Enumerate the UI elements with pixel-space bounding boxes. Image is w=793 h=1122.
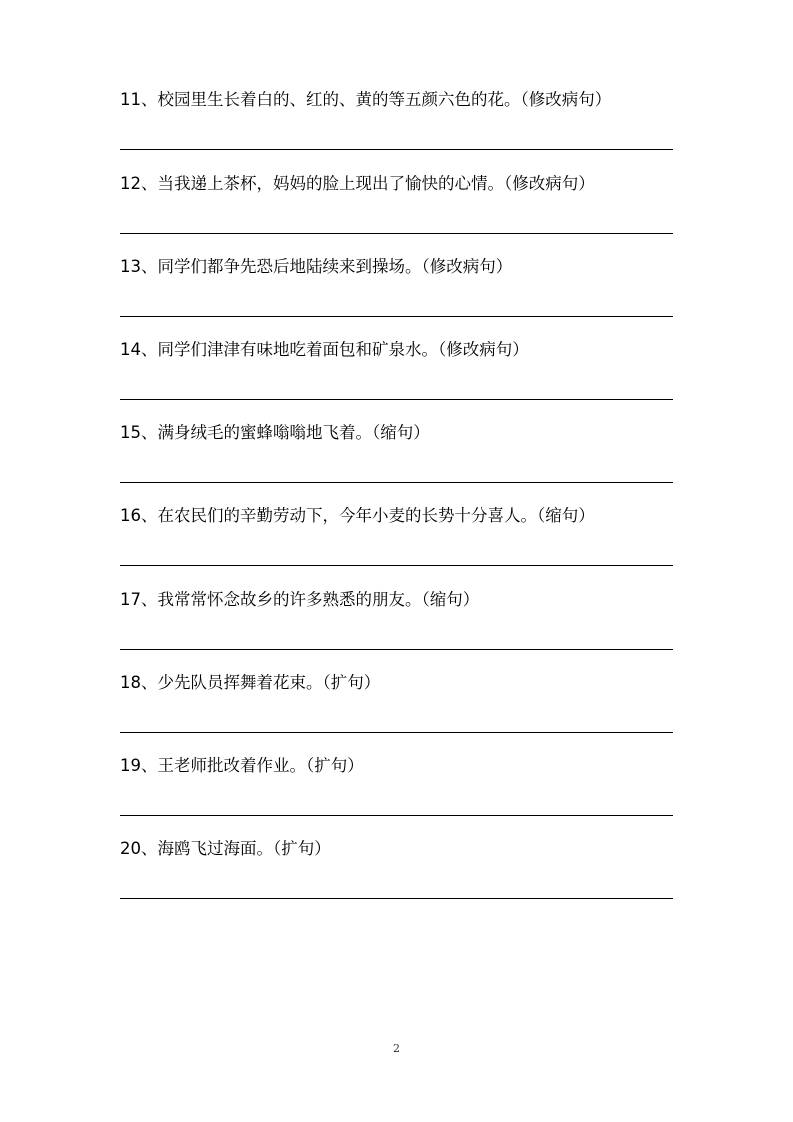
answer-line: [120, 149, 673, 150]
question-text: 15、满身绒毛的蜜蜂嗡嗡地飞着。（缩句）: [120, 423, 430, 442]
question-text: 11、校园里生长着白的、红的、黄的等五颜六色的花。（修改病句）: [120, 90, 612, 109]
question-19: [120, 755, 675, 838]
question-text: 14、同学们津津有味地吃着面包和矿泉水。（修改病句）: [120, 340, 529, 359]
question-18: [120, 672, 675, 755]
question-text: 19、王老师批改着作业。（扩句）: [120, 756, 364, 775]
answer-line: [120, 649, 673, 650]
question-16: [120, 505, 675, 588]
answer-line: [120, 815, 673, 816]
question-text: 13、同学们都争先恐后地陆续来到操场。（修改病句）: [120, 257, 513, 276]
question-12: [120, 173, 675, 256]
answer-line: [120, 565, 673, 566]
answer-line: [120, 898, 673, 899]
question-20: [120, 838, 675, 921]
question-text: 17、我常常怀念故乡的许多熟悉的朋友。（缩句）: [120, 590, 480, 609]
answer-line: [120, 316, 673, 317]
question-17: [120, 589, 675, 672]
answer-line: [120, 482, 673, 483]
question-text: 18、少先队员挥舞着花束。（扩句）: [120, 673, 381, 692]
answer-line: [120, 399, 673, 400]
answer-line: [120, 732, 673, 733]
answer-line: [120, 233, 673, 234]
question-text: 16、在农民们的辛勤劳动下，今年小麦的长势十分喜人。（缩句）: [120, 506, 595, 525]
question-text: 12、当我递上茶杯，妈妈的脸上现出了愉快的心情。（修改病句）: [120, 174, 595, 193]
question-13: [120, 256, 675, 339]
question-15: [120, 422, 675, 505]
question-11: [120, 89, 675, 172]
question-14: [120, 339, 675, 422]
page-number: 2: [393, 1042, 400, 1055]
question-text: 20、海鸥飞过海面。（扩句）: [120, 839, 331, 858]
